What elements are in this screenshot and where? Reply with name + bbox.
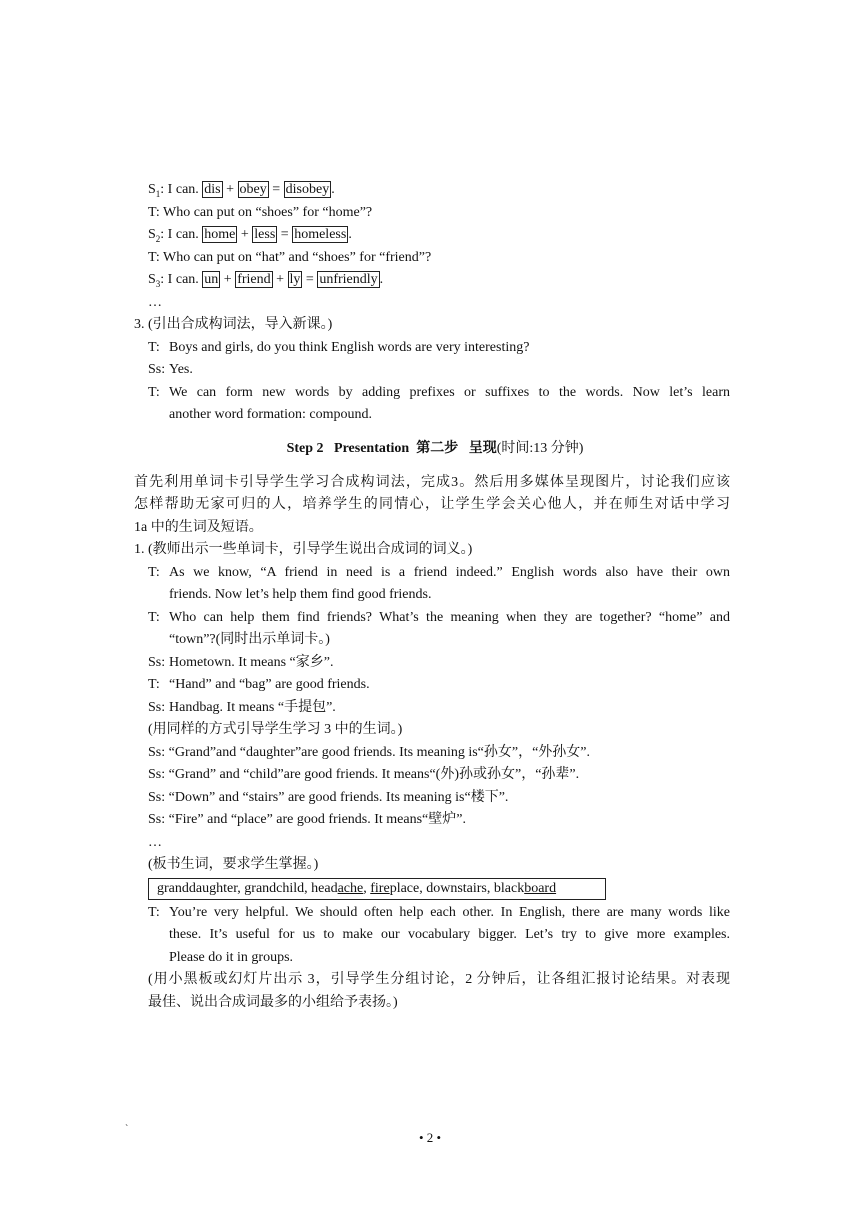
dialog-line: T: “Hand” and “bag” are good friends.	[148, 677, 370, 692]
page-number: • 2 •	[418, 1130, 442, 1145]
root-box: obey	[239, 182, 267, 197]
vocabulary-box: granddaughter, grandchild, headache, fireplace, downstairs, blackboard	[148, 878, 606, 900]
dialog-line: Ss: “Grand”and “daughter”are good friends. Its meaning is“孙女”，“外孙女”.	[148, 745, 591, 760]
dialog-line: T:	[148, 610, 160, 625]
dialog-line: “town”?(同时出示单词卡。)	[169, 632, 330, 647]
note: (板书生词，要求学生掌握。)	[148, 857, 319, 872]
note: (用小黑板或幻灯片出示 3，引导学生分组讨论，2 分钟后，让各组汇报讨论结果。对表现	[148, 972, 730, 987]
ellipsis: …	[148, 295, 162, 310]
justified-text: As we know, “A friend in need is a friend indeed.” English words also have their own	[169, 565, 730, 580]
dialog-s1: $S_1$: I can. dis + obey = disobey .	[148, 182, 335, 199]
dialog-s3: $S_3$: I can. un + friend + ly = unfriendly .	[148, 272, 384, 289]
dialog-line: T:	[148, 565, 160, 580]
intro-line: 1a 中的生词及短语。	[134, 520, 263, 535]
note: (用同样的方式引导学生学习 3 中的生词。)	[148, 722, 403, 737]
section-heading: 1. (教师出示一些单词卡，引导学生说出合成词的词义。)	[134, 542, 473, 557]
prefix-box: dis	[204, 182, 221, 197]
dialog-line: Please do it in groups.	[169, 950, 294, 965]
prefix-box: un	[204, 272, 219, 287]
prefix-box: home	[204, 227, 236, 242]
dialog-line: T: Boys and girls, do you think English words are very interesting?	[148, 340, 530, 355]
dialog-line: Ss: Yes.	[148, 362, 193, 377]
dialog-t2: T: Who can put on “hat” and “shoes” for “friend”?	[148, 250, 432, 265]
result-box: unfriendly	[319, 272, 378, 287]
ellipsis: …	[148, 835, 162, 850]
dialog-line: Ss: Handbag. It means “手提包”.	[148, 700, 336, 715]
dialog-s2: $S_2$: I can. home + less = homeless .	[148, 227, 352, 244]
result-box: disobey	[285, 182, 330, 197]
stray-mark: `	[125, 1124, 129, 1135]
intro-line: 怎样帮助无家可归的人，培养学生的同情心，让学生学会关心他人，并在师生对话中学习	[134, 497, 730, 512]
dialog-line: another word formation: compound.	[169, 407, 372, 422]
section-heading: 3. (引出合成构词法，导入新课。)	[134, 317, 333, 332]
dialog-line: friends. Now let’s help them find good friends.	[169, 587, 432, 602]
root-box: friend	[237, 272, 271, 287]
justified-text: We can form new words by adding prefixes or suffixes to the words. Now let’s learn	[169, 385, 730, 400]
result-box: homeless	[294, 227, 347, 242]
dialog-line: Ss: “Fire” and “place” are good friends. It means“壁炉”.	[148, 812, 466, 827]
dialog-line: Ss: “Grand” and “child”are good friends. It means“(外)孙或孙女”，“孙辈”.	[148, 767, 580, 782]
justified-text: these. It’s useful for us to make our vocabulary bigger. Let’s try to give more examples.	[169, 927, 730, 942]
root-box: less	[254, 227, 276, 242]
intro-line: 首先利用单词卡引导学生学习合成构词法，完成3。然后用多媒体呈现图片，讨论我们应该	[134, 475, 730, 490]
dialog-line: T:	[148, 385, 160, 400]
justified-text: You’re very helpful. We should often help each other. In English, there are many words like	[169, 905, 730, 920]
dialog-t1: T: Who can put on “shoes” for “home”?	[148, 205, 373, 220]
dialog-line: Ss: Hometown. It means “家乡”.	[148, 655, 334, 670]
note: 最佳、说出合成词最多的小组给予表扬。)	[148, 995, 398, 1010]
dialog-line: Ss: “Down” and “stairs” are good friends. Its meaning is“楼下”.	[148, 790, 509, 805]
justified-text: Who can help them find friends? What’s the meaning when they are together? “home” and	[169, 610, 730, 625]
step-title: Step 2 Presentation 第二步 呈现(时间:13 分钟)	[286, 441, 584, 456]
suffix-box: ly	[289, 272, 301, 287]
dialog-line: T:	[148, 905, 160, 920]
